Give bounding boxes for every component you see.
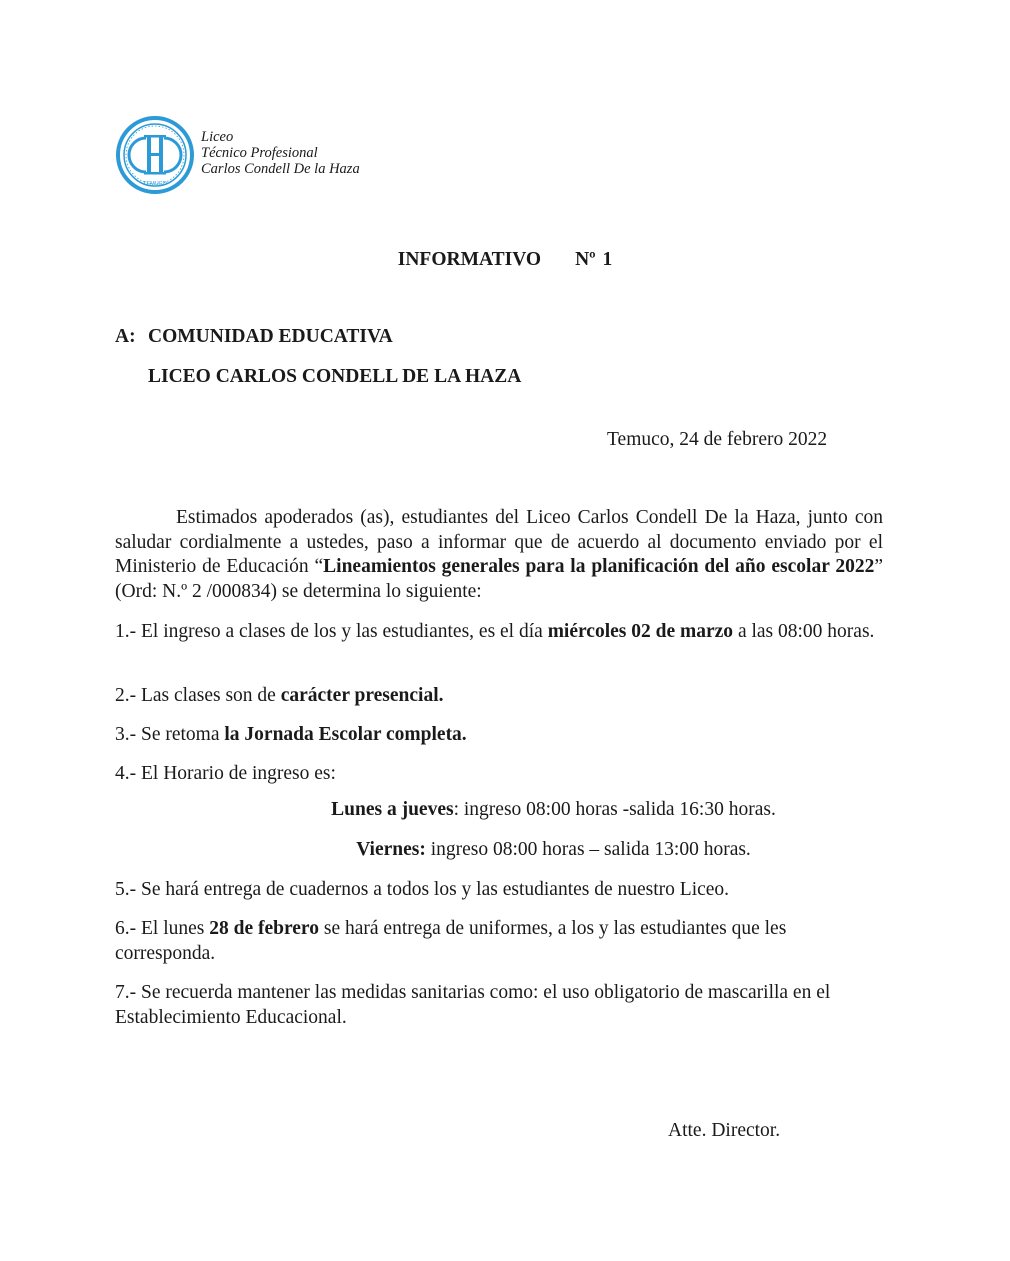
item-2 bbox=[115, 683, 885, 708]
document-title bbox=[0, 249, 1010, 271]
schedule-friday bbox=[0, 839, 1010, 861]
document-date: Temuco, 24 de febrero 2022 bbox=[607, 429, 828, 450]
item-7: 7.- Se recuerda mantener las medidas sanitarias como: el uso obligatorio de mascarilla en el Establecimiento Educacional. bbox=[115, 982, 831, 1028]
addressee-prefix: A: bbox=[115, 326, 136, 347]
item-2-text-a: 2.- Las clases son de bbox=[115, 685, 281, 706]
schedule-weekdays-text: : ingreso 08:00 horas -salida 16:30 horas. bbox=[453, 799, 776, 820]
schedule-friday-text: ingreso 08:00 horas – salida 13:00 horas. bbox=[425, 839, 751, 860]
item-3 bbox=[115, 722, 885, 747]
intro-paragraph bbox=[115, 506, 883, 604]
item-5: 5.- Se hará entrega de cuadernos a todos los y las estudiantes de nuestro Liceo. bbox=[115, 879, 730, 900]
schedule-weekdays bbox=[0, 799, 1010, 821]
title-label: INFORMATIVO bbox=[397, 249, 542, 270]
item-3-bold: la Jornada Escolar completa. bbox=[224, 724, 467, 745]
item-1-text-c: a las 08:00 horas. bbox=[733, 621, 875, 642]
schedule-friday-label: Viernes: bbox=[356, 839, 426, 860]
school-line-2: Técnico Profesional bbox=[201, 145, 318, 161]
intro-part-1: Estimados apoderados (as), estudiantes del Liceo Carlos Condell De la Haza, junto con saludar cordialmente a ustedes, paso a informar que de acuerdo al documento enviado por el Ministerio de Educación “ bbox=[115, 507, 883, 577]
school-line-1: Liceo bbox=[201, 129, 234, 145]
item-3-text-a: 3.- Se retoma bbox=[115, 724, 225, 745]
item-1-bold: miércoles 02 de marzo bbox=[547, 621, 734, 642]
intro-bold: Lineamientos generales para la planificación del año escolar 2022 bbox=[323, 556, 875, 577]
item-6-text-a: 6.- El lunes bbox=[115, 918, 210, 939]
logo-text: TEMUCO bbox=[143, 181, 167, 187]
addressee-line-1 bbox=[115, 326, 393, 348]
item-6-bold: 28 de febrero bbox=[209, 918, 319, 939]
addressee-line-2: LICEO CARLOS CONDELL DE LA HAZA bbox=[148, 366, 522, 387]
item-6 bbox=[115, 916, 885, 966]
item-4: 4.- El Horario de ingreso es: bbox=[115, 763, 336, 784]
item-2-bold: carácter presencial. bbox=[280, 685, 444, 706]
intro-part-2: ” (Ord: N.º 2 /000834) se determina lo siguiente: bbox=[115, 556, 883, 602]
school-logo bbox=[116, 116, 194, 194]
item-1-text-a: 1.- El ingreso a clases de los y las estudiantes, es el día bbox=[115, 621, 548, 642]
addressee-community: COMUNIDAD EDUCATIVA bbox=[148, 326, 393, 347]
item-1 bbox=[115, 619, 885, 644]
school-name bbox=[201, 129, 360, 177]
school-line-3: Carlos Condell De la Haza bbox=[201, 161, 360, 177]
title-number: Nº 1 bbox=[575, 249, 613, 270]
item-6-text-c: se hará entrega de uniformes, a los y las estudiantes que les corresponda. bbox=[115, 918, 787, 964]
signature: Atte. Director. bbox=[668, 1120, 781, 1141]
schedule-weekdays-label: Lunes a jueves bbox=[331, 799, 454, 820]
